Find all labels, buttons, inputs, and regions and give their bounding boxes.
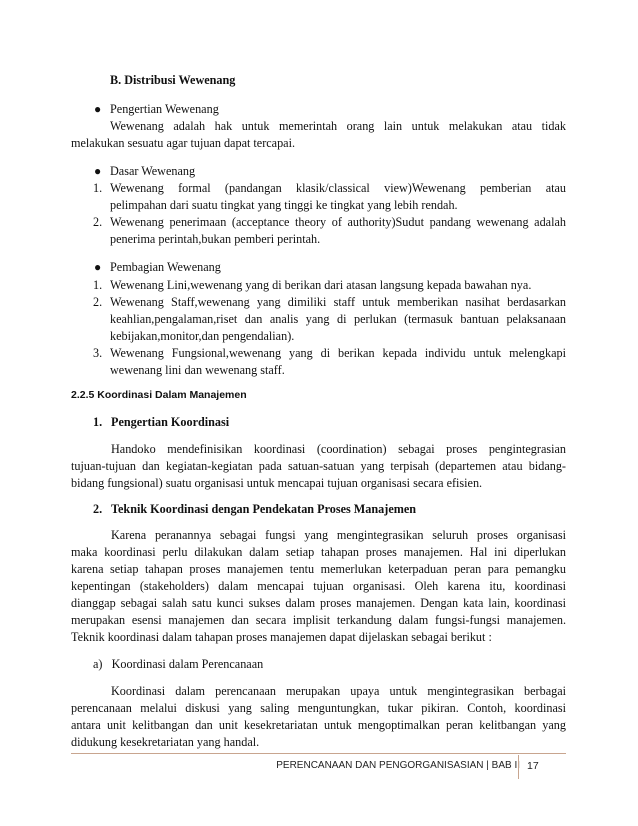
list-item: wewenang lini dan wewenang staff. bbox=[110, 363, 285, 377]
list-number: 2. bbox=[93, 215, 103, 229]
bullet-icon: ● bbox=[94, 164, 102, 178]
paragraph-line: Wewenang adalah hak untuk memerintah orang lain untuk melakukan atau tidak bbox=[110, 119, 566, 133]
paragraph-line: Karena peranannya sebagai fungsi yang mengintegrasikan seluruh proses organisasi bbox=[111, 528, 566, 542]
paragraph-line: perencanaan melalui diskusi yang saling menguntungkan, tukar pikiran. Contoh, koordinasi bbox=[71, 701, 566, 715]
list-item: kebijakan,monitor,dan pengendalian). bbox=[110, 329, 295, 343]
section-heading: 2.2.5 Koordinasi Dalam Manajemen bbox=[71, 389, 247, 401]
footer-divider bbox=[71, 753, 566, 754]
subheading: Pengertian Koordinasi bbox=[111, 415, 230, 429]
section-heading: B. Distribusi Wewenang bbox=[110, 73, 236, 87]
paragraph-line: dianggap sebagai salah satu kunci sukses dalam proses manajemen. Dengan kata lain, koordinasi bbox=[71, 596, 566, 610]
list-item: Wewenang Staff,wewenang yang dimiliki staff untuk memberikan nasihat berdasarkan bbox=[110, 295, 566, 309]
paragraph-line: Teknik koordinasi dalam tahapan proses manajemen dapat dijelaskan sebagai berikut : bbox=[71, 630, 492, 644]
paragraph-line: kepentingan (stakeholders) dalam mencapai tujuan organisasi. Oleh karena itu, koordinasi bbox=[71, 579, 566, 593]
subheading: Teknik Koordinasi dengan Pendekatan Proses Manajemen bbox=[111, 502, 417, 516]
list-item: Wewenang Lini,wewenang yang di berikan dari atasan langsung kepada bawahan nya. bbox=[110, 278, 532, 292]
paragraph-line: melakukan sesuatu agar tujuan dapat tercapai. bbox=[71, 136, 296, 150]
paragraph-line: Koordinasi dalam perencanaan merupakan upaya untuk mengintegrasikan berbagai bbox=[111, 684, 566, 698]
list-item: pelimpahan dari suatu tingkat yang tinggi ke tingkat yang lebih rendah. bbox=[110, 198, 458, 212]
paragraph-line: tujuan-tujuan dan kegiatan-kegiatan pada satuan-satuan yang terpisah (departemen atau bidang- bbox=[71, 459, 566, 473]
subheading-number: 2. bbox=[93, 502, 103, 516]
bullet-label: Pembagian Wewenang bbox=[110, 260, 221, 274]
list-number: 3. bbox=[93, 346, 103, 360]
subheading-number: 1. bbox=[93, 415, 103, 429]
paragraph-line: Handoko mendefinisikan koordinasi (coordination) sebagai proses pengintegrasian bbox=[111, 442, 566, 456]
list-item: keahlian,pengalaman,riset dan analis yang di perlukan (termasuk bantuan pelaksanaan bbox=[110, 312, 566, 326]
page-number: 17 bbox=[527, 760, 539, 772]
bullet-icon: ● bbox=[94, 260, 102, 274]
list-item: penerima perintah,bukan pemberi perintah. bbox=[110, 232, 321, 246]
list-number: 1. bbox=[93, 278, 103, 292]
list-number: 1. bbox=[93, 181, 103, 195]
bullet-label: Dasar Wewenang bbox=[110, 164, 196, 178]
paragraph-line: karena setiap tahapan proses manajemen tentu memerlukan keterpaduan peran para pemangku bbox=[71, 562, 566, 576]
list-item: Wewenang Fungsional,wewenang yang di berikan kepada individu untuk melengkapi bbox=[110, 346, 566, 360]
paragraph-line: maka koordinasi perlu dilakukan dalam setiap tahapan proses manajemen. Hal ini diperlukan bbox=[71, 545, 566, 559]
list-item: Wewenang penerimaan (acceptance theory of authority)Sudut pandang wewenang adalah bbox=[110, 215, 566, 229]
bullet-icon: ● bbox=[94, 102, 102, 116]
list-number: 2. bbox=[93, 295, 103, 309]
paragraph-line: bidang fungsional) suatu organisasi untuk mencapai tujuan organisasi secara efisien. bbox=[71, 476, 483, 490]
bullet-label: Pengertian Wewenang bbox=[110, 102, 219, 116]
footer-title: PERENCANAAN DAN PENGORGANISASIAN | BAB II bbox=[276, 760, 520, 771]
paragraph-line: antara unit kelitbangan dan unit kesekretariatan untuk mengoptimalkan peran kelitbangan yang bbox=[71, 718, 566, 732]
list-item: Wewenang formal (pandangan klasik/classical view)Wewenang pemberian atau bbox=[110, 181, 566, 195]
paragraph-line: merupakan esensi manajemen dan secara implisit terkandung dalam fungsi-fungsi manajemen. bbox=[71, 613, 566, 627]
paragraph-line: didukung kesekretariatan yang handal. bbox=[71, 735, 260, 749]
subsection-label: a) Koordinasi dalam Perencanaan bbox=[93, 657, 264, 671]
page-number-box bbox=[518, 755, 567, 779]
